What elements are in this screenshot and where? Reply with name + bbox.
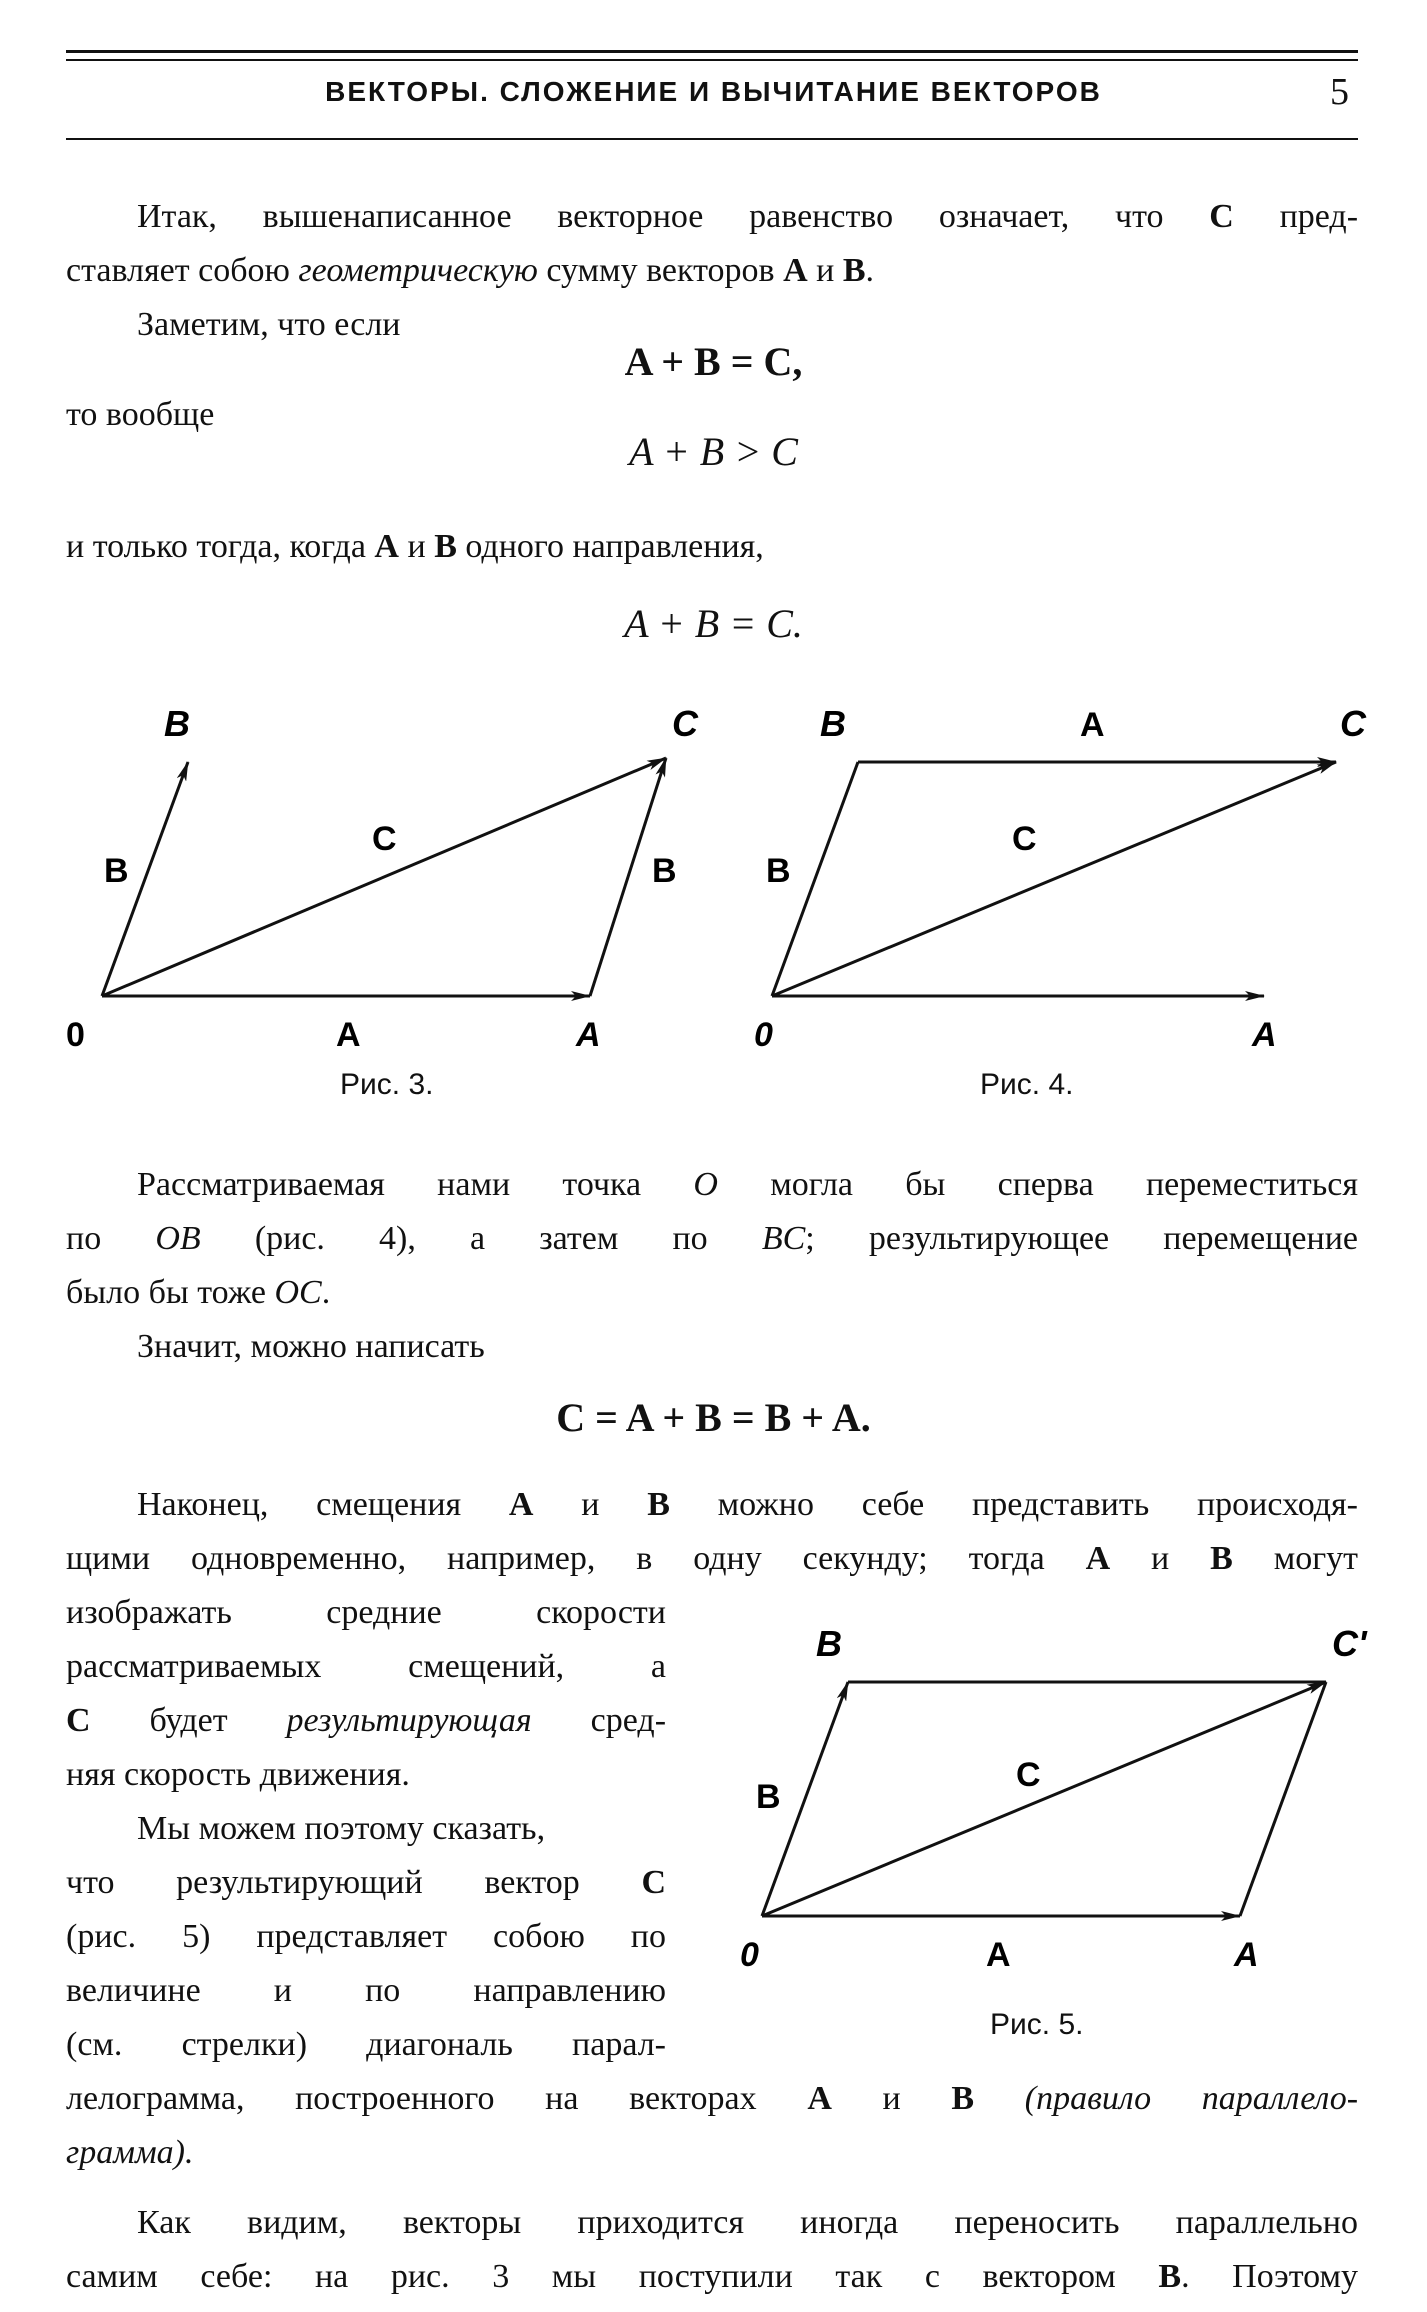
para3: то вообще <box>66 396 215 433</box>
fig3-label-b-vec: B <box>104 852 129 890</box>
fig4-vector-c <box>772 762 1336 996</box>
figure-4 <box>730 700 1370 1054</box>
fig4-label-a-top: A <box>1080 706 1105 744</box>
para8-line7: грамма). <box>66 2134 194 2171</box>
fig3-label-a-pt: A <box>576 1016 601 1054</box>
fig3-label-a-vec: A <box>336 1016 361 1054</box>
para8-line4: величине и по направлению <box>66 1972 666 2009</box>
fig3-label-b-top: B <box>164 703 190 744</box>
fig4-label-b-top: B <box>820 703 846 744</box>
fig4-label-o: 0 <box>754 1016 773 1054</box>
formula-2: A + B > C <box>629 429 798 474</box>
figure-5 <box>710 1610 1370 2010</box>
para4: и только тогда, когда A и B одного направления, <box>66 528 764 565</box>
fig4-label-b-vec: B <box>766 852 791 890</box>
para9-line1: Как видим, векторы приходится иногда переносить параллельно <box>137 2204 1358 2241</box>
fig5-label-b-vec: B <box>756 1778 781 1816</box>
para7-line6: няя скорость движения. <box>66 1756 410 1793</box>
fig5-label-c-vec: C <box>1016 1756 1041 1794</box>
fig4-label-c-vec: C <box>1012 820 1037 858</box>
para5-line3: было бы тоже OC. <box>66 1274 331 1311</box>
fig5-vector-c <box>762 1682 1326 1916</box>
para7-line1: Наконец, смещения A и B можно себе представить происходя- <box>137 1486 1358 1523</box>
fig5-label-a-vec: A <box>986 1936 1011 1974</box>
fig5-label-a-pt: A <box>1234 1936 1259 1974</box>
header-rule-bottom <box>66 138 1358 140</box>
header-rule-top-2 <box>66 59 1358 61</box>
para8-line6: лелограмма, построенного на векторах A и B (правило параллело- <box>66 2080 1359 2117</box>
para2: Заметим, что если <box>137 306 401 343</box>
fig5-label-o: 0 <box>740 1936 759 1974</box>
page-number: 5 <box>1330 71 1349 113</box>
para5-line2: по OB (рис. 4), а затем по BC; результирующее перемещение <box>66 1220 1359 1257</box>
para7-line4: рассматриваемых смещений, а <box>66 1648 666 1685</box>
fig5-label-c-top: C' <box>1332 1623 1367 1664</box>
para1-line1: Итак, вышенаписанное векторное равенство означает, что C пред- <box>137 198 1359 235</box>
fig5-edge-right <box>1240 1682 1326 1916</box>
fig5-label-b-top: B <box>816 1623 842 1664</box>
fig3-label-c-vec: C <box>372 820 397 858</box>
para5-line1: Рассматриваемая нами точка O могла бы сперва переместиться <box>137 1166 1359 1203</box>
header-rule-top-1 <box>66 50 1358 53</box>
fig4-caption: Рис. 4. <box>980 1068 1074 1101</box>
fig3-label-c-top: C <box>672 703 698 744</box>
para6: Значит, можно написать <box>137 1328 485 1365</box>
running-header: ВЕКТОРЫ. СЛОЖЕНИЕ И ВЫЧИТАНИЕ ВЕКТОРОВ <box>325 76 1102 107</box>
formula-1: A + B = C, <box>624 339 803 384</box>
para8-line3: (рис. 5) представляет собою по <box>66 1918 666 1955</box>
fig3-label-b-right: B <box>652 852 677 890</box>
para7-line3: изображать средние скорости <box>66 1594 666 1631</box>
formula-3: A + B = C. <box>624 601 803 646</box>
para7-line5: C будет результирующая сред- <box>66 1702 667 1739</box>
para8-line5: (см. стрелки) диагональ парал- <box>66 2026 666 2063</box>
para9-line2: самим себе: на рис. 3 мы поступили так с вектором B. Поэтому <box>66 2258 1358 2295</box>
para8-line1: Мы можем поэтому сказать, <box>137 1810 546 1847</box>
fig3-vector-c <box>102 758 666 996</box>
fig5-caption: Рис. 5. <box>990 2008 1084 2041</box>
fig4-label-c-top: C <box>1340 703 1366 744</box>
para1-line2: ставляет собою геометрическую сумму векторов A и B. <box>66 252 875 289</box>
figure-3 <box>60 700 720 1054</box>
para8-line2: что результирующий вектор C <box>66 1864 666 1901</box>
para7-line2: щими одновременно, например, в одну секунду; тогда A и B могут <box>66 1540 1359 1577</box>
fig3-label-o: 0 <box>66 1016 85 1054</box>
fig3-caption: Рис. 3. <box>340 1068 434 1101</box>
formula-4: C = A + B = B + A. <box>556 1395 871 1440</box>
fig4-label-a-pt: A <box>1252 1016 1277 1054</box>
